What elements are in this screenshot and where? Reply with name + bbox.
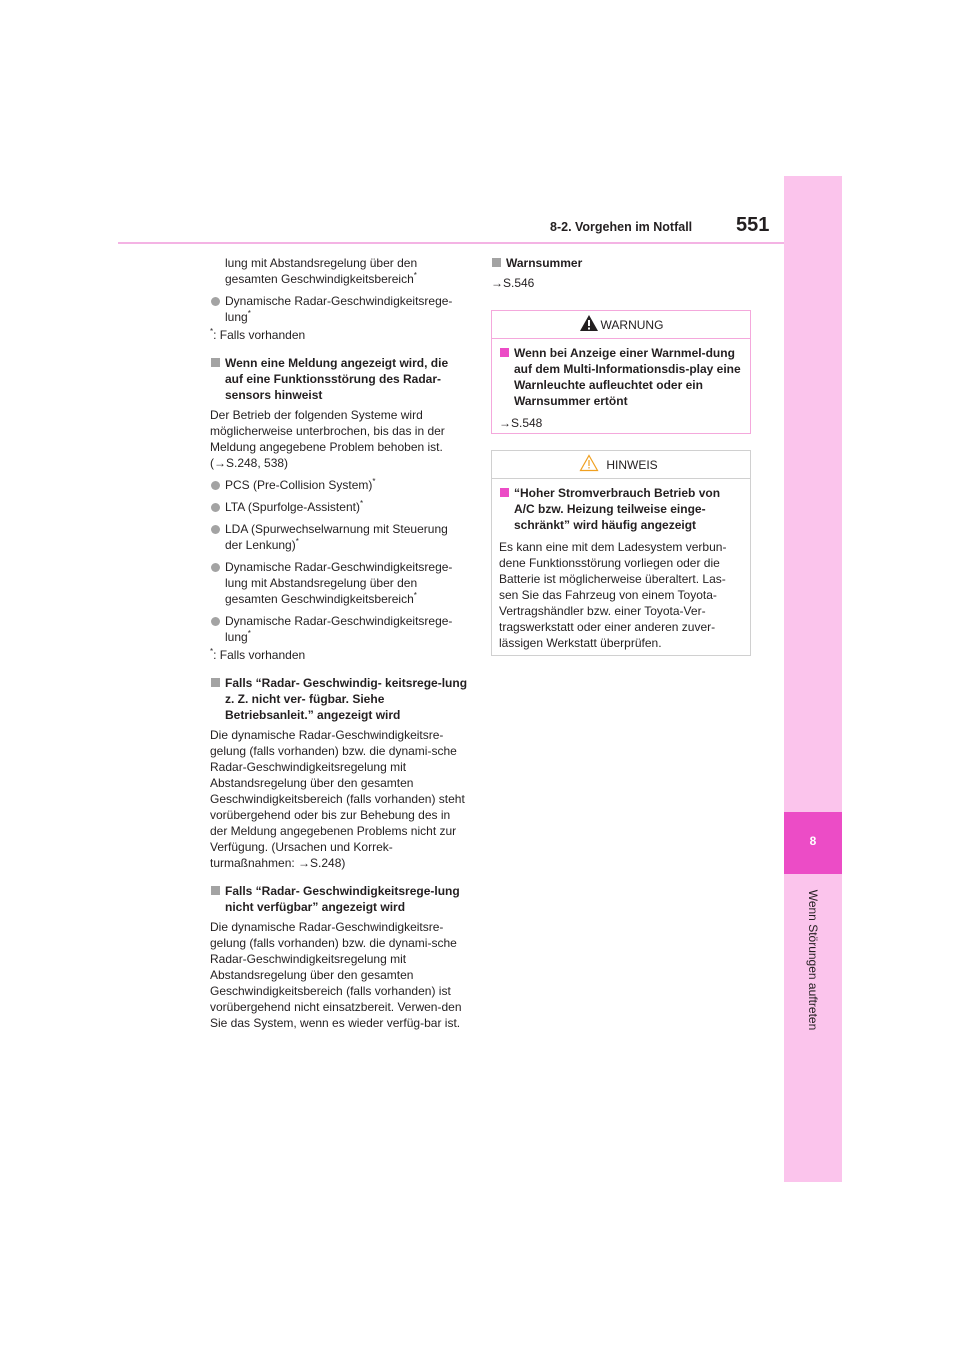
square-bullet-icon — [492, 258, 501, 267]
chapter-number: 8 — [809, 834, 817, 848]
footnote-star: * — [247, 309, 251, 318]
list-item-text: Dynamische Radar-Geschwindigkeitsrege-lung — [225, 614, 453, 644]
note-body — [492, 479, 750, 651]
paragraph: Die dynamische Radar-Geschwindigkeitsre-gelung (falls vorhanden) bzw. die dynami-sche Radar-Geschwindigkeitsregelung mit Abstandsregelung über den gesamten Geschwindigkeitsbereich (falls vorhanden) steht vorübergehend oder bis zur Behebung des in der Meldung angegebenen Problems nicht zur Verfügung. (Ursachen und Korrek-turmaßnahmen: →S.248) — [210, 728, 465, 870]
section-heading — [210, 675, 468, 723]
footnote-text: : Falls vorhanden — [213, 328, 306, 342]
footnote — [210, 647, 468, 663]
page-reference: →S.546 — [491, 276, 535, 290]
note-title: HINWEIS — [606, 458, 658, 472]
footnote-mark: * — [210, 327, 214, 336]
bullet-dot-icon — [211, 481, 220, 490]
list-item — [210, 521, 468, 553]
list-item-text: Dynamische Radar-Geschwindigkeitsrege-lung mit Abstandsregelung über den gesamten Geschwindigkeitsbereich — [225, 560, 453, 606]
square-bullet-icon — [211, 886, 220, 895]
continued-line-2: gesamten Geschwindigkeitsbereich — [225, 272, 414, 286]
page-number: 551 — [736, 214, 770, 236]
footnote-text: : Falls vorhanden — [213, 648, 306, 662]
list-item-text-cont: lung — [225, 310, 248, 324]
paragraph: Die dynamische Radar-Geschwindigkeitsre-gelung (falls vorhanden) bzw. die dynami-sche Radar-Geschwindigkeitsregelung mit Abstandsregelung über den gesamten Geschwindigkeitsbereich (falls vorhanden) ist vorübergehend nicht einsatzbereit. Verwen-den Sie das System, wenn es wieder verfüg-bar ist. — [210, 920, 462, 1030]
chapter-box — [784, 812, 842, 874]
list-item — [210, 613, 468, 645]
footnote-star: * — [413, 591, 417, 600]
note-box — [491, 450, 751, 656]
section-heading-text: Falls “Radar- Geschwindigkeitsrege-lung nicht verfügbar” angezeigt wird — [225, 884, 460, 914]
header-section-title: 8-2. Vorgehen im Notfall — [550, 220, 693, 234]
section-heading-text: Wenn eine Meldung angezeigt wird, die auf eine Funktionsstörung des Radar-sensors hinweist — [225, 356, 449, 402]
square-bullet-icon — [211, 678, 220, 687]
footnote-star: * — [372, 477, 376, 486]
bullet-dot-icon — [211, 617, 220, 626]
page-reference: →S.548 — [499, 416, 543, 430]
warning-heading-text: Wenn bei Anzeige einer Warnmel-dung auf dem Multi-Informationsdis-play eine Warnleuchte aufleuchtet oder ein Warnsummer ertönt — [514, 346, 741, 408]
footnote-star: * — [247, 629, 251, 638]
section-heading — [491, 255, 749, 271]
warning-heading — [499, 345, 743, 409]
list-item-text: Dynamische Radar-Geschwindigkeitsrege- — [225, 294, 453, 308]
footnote-star: * — [295, 537, 299, 546]
chapter-title: Wenn Störungen auftreten — [806, 889, 820, 1031]
continued-line-1: lung mit Abstandsregelung über den — [225, 256, 418, 270]
paragraph: Der Betrieb der folgenden Systeme wird möglicherweise unterbrochen, bis das in der Meldung angegebene Problem behoben ist. (→S.248, 538) — [210, 408, 445, 470]
continued-text — [210, 255, 468, 287]
list-item-text: LDA (Spurwechselwarnung mit Steuerung der Lenkung) — [225, 522, 448, 552]
bullet-dot-icon — [211, 503, 220, 512]
list-item — [210, 293, 468, 325]
square-bullet-icon — [500, 348, 509, 357]
list-item — [210, 477, 468, 493]
side-tab — [784, 176, 842, 1182]
list-item-text: PCS (Pre-Collision System) — [225, 478, 373, 492]
note-title-bar — [492, 451, 750, 479]
right-column — [491, 255, 749, 291]
section-heading-text: Warnsummer — [506, 256, 583, 270]
warning-title: WARNUNG — [600, 318, 664, 332]
section-heading — [210, 355, 468, 403]
footnote — [210, 327, 468, 343]
square-bullet-icon — [500, 488, 509, 497]
footnote-star: * — [413, 271, 417, 280]
list-item — [210, 559, 468, 607]
section-heading-text: Falls “Radar- Geschwindig- keitsrege-lung z. Z. nicht ver- fügbar. Siehe Betriebsanleit.” angezeigt wird — [225, 676, 468, 722]
bullet-dot-icon — [211, 297, 220, 306]
note-paragraph: Es kann eine mit dem Ladesystem verbun-dene Funktionsstörung vorliegen oder die Batterie ist möglicherweise überaltert. Las-sen Sie das Fahrzeug von einem Toyota-Vertragshändler bzw. einer Toyota-Ver-tragswerkstatt oder einer anderen zuver-lässigen Werkstatt überprüfen. — [499, 540, 727, 650]
list-item-text: LTA (Spurfolge-Assistent) — [225, 500, 360, 514]
warning-title-bar — [492, 311, 750, 339]
list-item — [210, 499, 468, 515]
section-heading — [210, 883, 468, 915]
warning-body — [492, 339, 750, 431]
footnote-star: * — [359, 499, 364, 508]
note-heading — [499, 485, 743, 533]
bullet-dot-icon — [211, 563, 220, 572]
square-bullet-icon — [211, 358, 220, 367]
note-heading-text: “Hoher Stromverbrauch Betrieb von A/C bzw. Heizung teilweise einge-schränkt” wird häufig angezeigt — [514, 486, 721, 532]
footnote-mark: * — [210, 647, 214, 656]
bullet-dot-icon — [211, 525, 220, 534]
warning-box — [491, 310, 751, 434]
left-column — [210, 255, 468, 1031]
header-rule — [118, 242, 784, 244]
